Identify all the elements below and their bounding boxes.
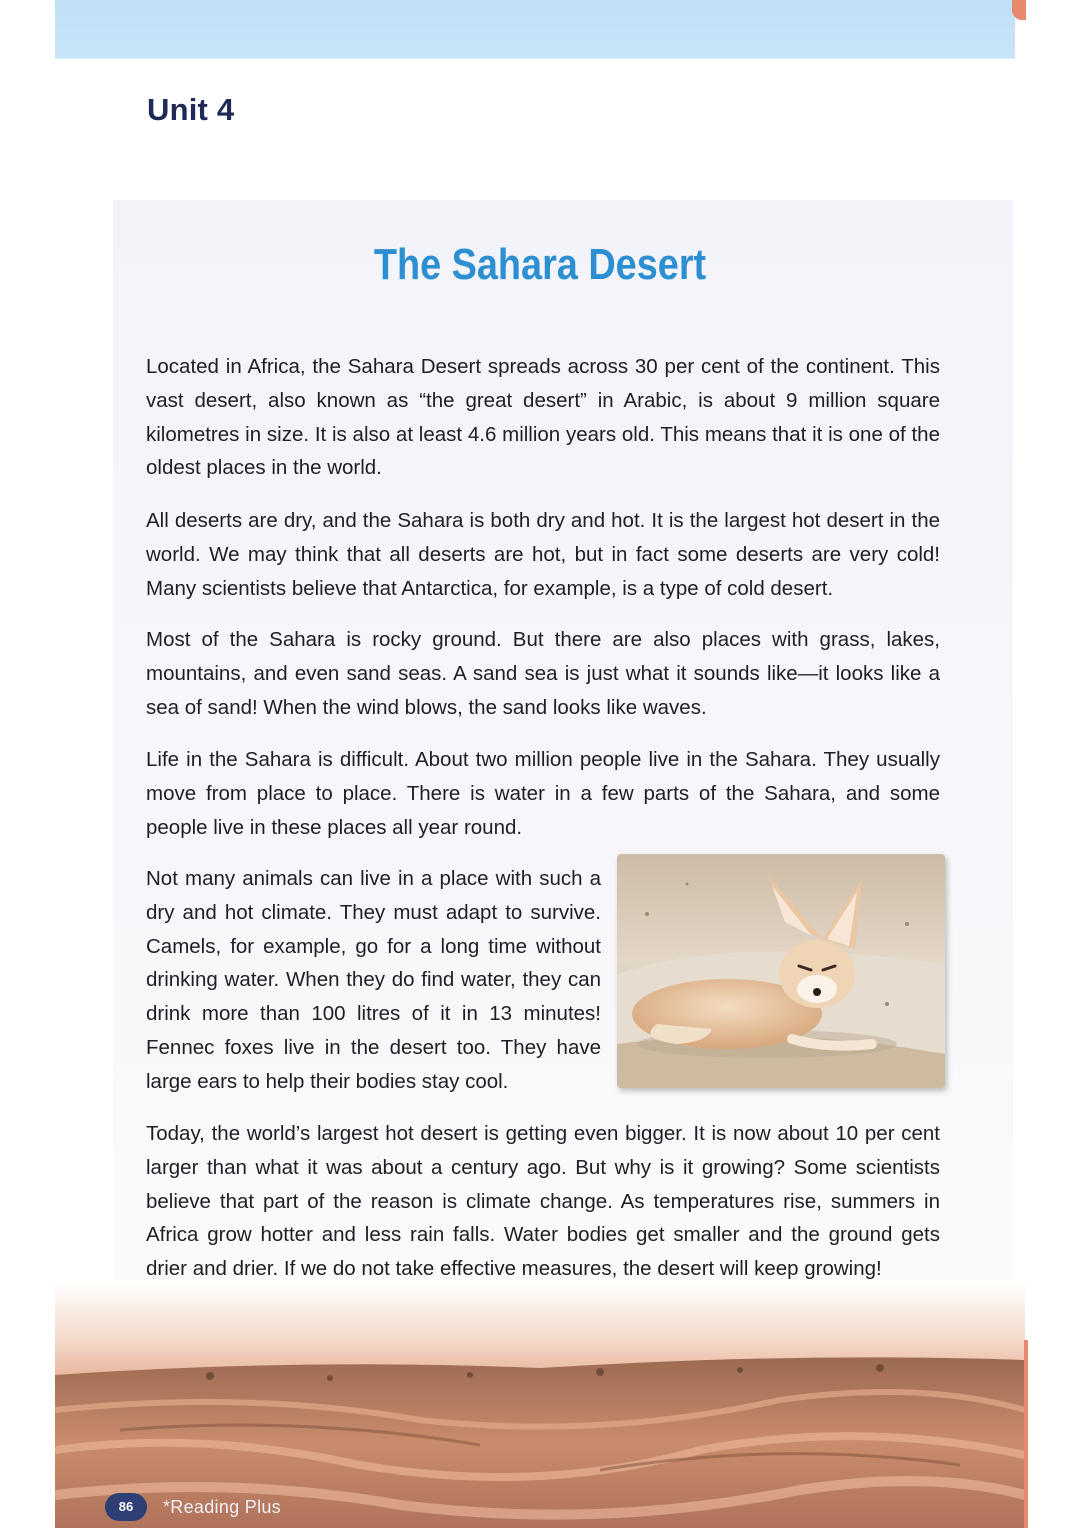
top-corner-tab [1012,0,1026,20]
paragraph-1: Located in Africa, the Sahara Desert spreads across 30 per cent of the continent. This vast desert, also known as “the great desert” in Arabic, is about 9 million square kilometres in size. It is also at least 4.6 million years old. This means that it is one of the oldest places in the world. [146,355,940,480]
paragraph-3: Most of the Sahara is rocky ground. But there are also places with grass, lakes, mountains, and even sand seas. A sand sea is just what it sounds like—it looks like a sea of sand! When the wind blows, the sand looks like waves. [146,628,940,719]
book-name: *Reading Plus [163,1497,281,1517]
top-header-band [55,0,1015,59]
article-title: The Sahara Desert [373,240,707,289]
unit-label: Unit 4 [147,92,235,127]
paragraph-4: Life in the Sahara is difficult. About two million people live in the Sahara. They usually move from place to place. There is water in a few parts of the Sahara, and some people live in these places all year round. [146,748,940,839]
paragraph-6: Today, the world’s largest hot desert is getting even bigger. It is now about 10 per cent larger than what it was about a century ago. But why is it growing? Some scientists believe that part of the reason is climate change. As temperatures rise, summers in Africa grow hotter and less rain falls. Water bodies get smaller and the ground gets drier and drier. If we do not take effective measures, the desert will keep growing! [146,1122,940,1281]
paragraph-5: Not many animals can live in a place with such a dry and hot climate. They must adapt to survive. Camels, for example, go for a long time without drinking water. When they do find water, they can drink more than 100 litres of it in 13 minutes! Fennec foxes live in the desert too. They have large ears to help their bodies stay cool. [146,867,601,1093]
fennec-fox-photo [617,854,945,1088]
paragraph-2: All deserts are dry, and the Sahara is both dry and hot. It is the largest hot desert in the world. We may think that all deserts are hot, but in fact some deserts are very cold! Many scientists believe that Antarctica, for example, is a type of cold desert. [146,509,940,600]
page-number-badge: 86 [105,1493,147,1521]
sand-dunes-photo [0,1280,1080,1528]
